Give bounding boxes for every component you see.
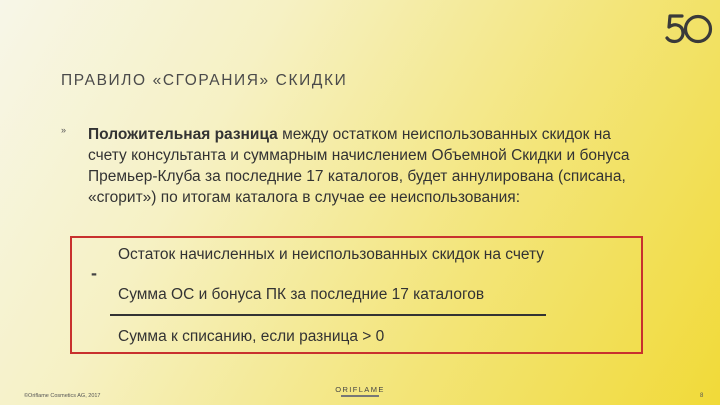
formula-subtrahend: Сумма ОС и бонуса ПК за последние 17 каталогов xyxy=(118,286,485,303)
anniversary-50-logo-icon xyxy=(664,12,714,46)
formula-divider xyxy=(110,314,546,316)
formula-minuend: Остаток начисленных и неиспользованных скидок на счету xyxy=(118,246,545,263)
page-number: 8 xyxy=(700,393,704,399)
rule-description xyxy=(88,124,648,208)
oriflame-logo xyxy=(320,385,400,397)
oriflame-logo-text: ORIFLAME xyxy=(335,385,385,394)
footer-copyright: ©Oriflame Cosmetics AG, 2017 xyxy=(24,393,101,399)
formula-result: Сумма к списанию, если разница > 0 xyxy=(118,328,385,345)
slide-title: ПРАВИЛО «СГОРАНИЯ» СКИДКИ xyxy=(61,72,348,89)
bullet-marker: » xyxy=(61,125,67,135)
oriflame-logo-underline xyxy=(341,395,379,397)
description-bold-lead: Положительная разница xyxy=(88,126,278,143)
minus-operator: - xyxy=(91,263,97,283)
description-text: между остатком неиспользованных скидок на счету консультанта и суммарным начислением Объемной Скидки и бонуса Премьер-Клуба за последние 17 каталогов, будет аннулирована (списана, «сгорит») по итогам каталога в случае ее неиспользования: xyxy=(88,126,630,206)
